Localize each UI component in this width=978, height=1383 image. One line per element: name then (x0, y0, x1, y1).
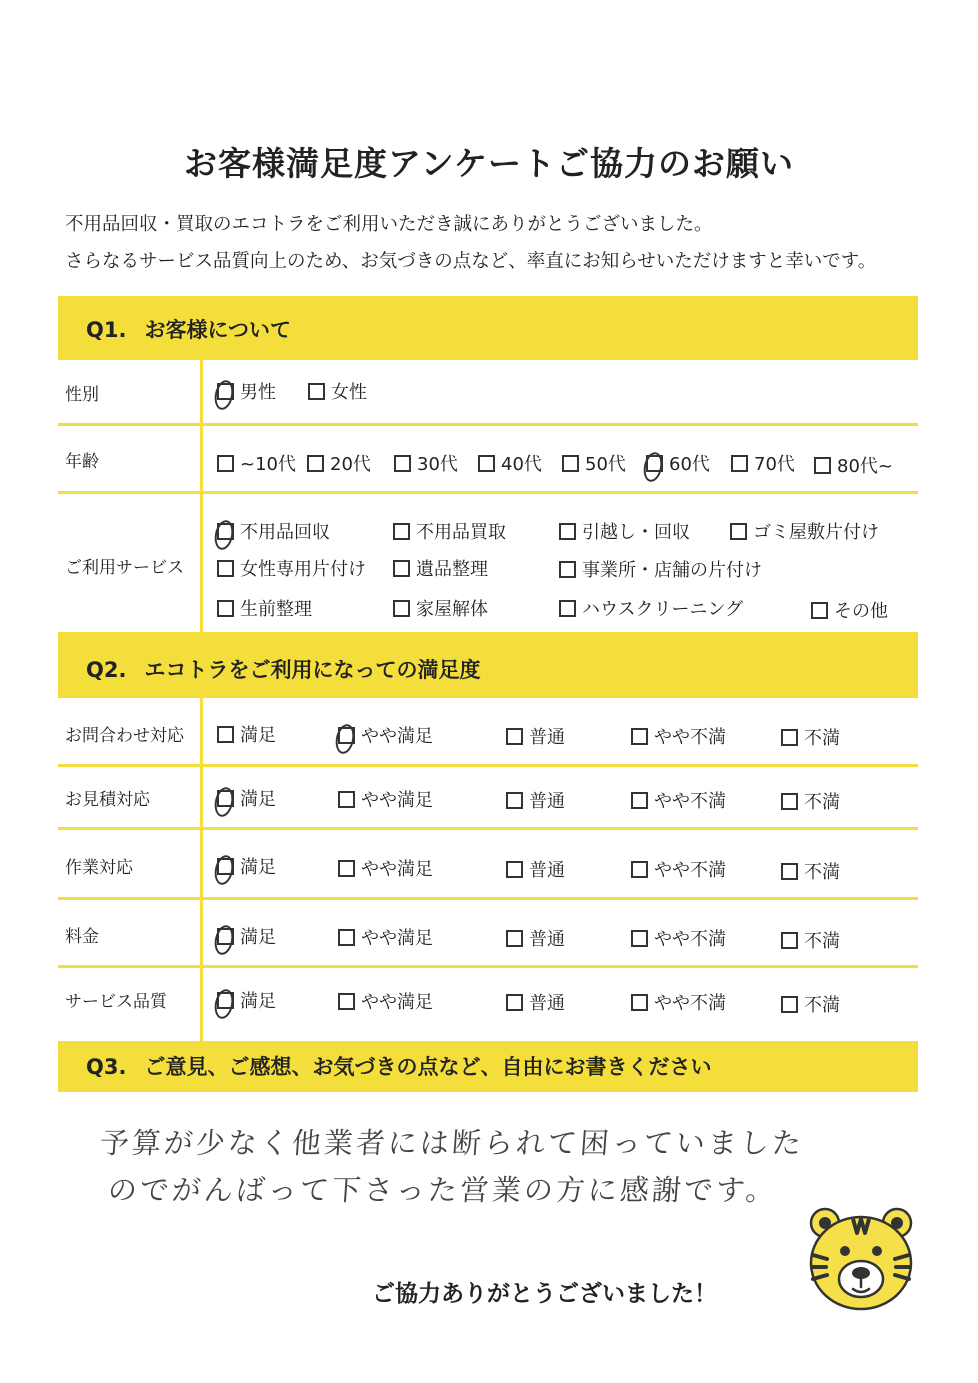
service-option[interactable]: 遺品整理 (393, 555, 488, 581)
checkbox-icon[interactable] (781, 996, 798, 1013)
checkbox-icon[interactable] (338, 860, 355, 877)
checkbox-icon[interactable] (217, 455, 234, 472)
service-option[interactable]: ゴミ屋敷片付け (730, 518, 879, 544)
q2-title: エコトラをご利用になっての満足度 (144, 658, 481, 682)
rating-option[interactable]: 普通 (506, 989, 565, 1015)
age-label: 年齢 (65, 452, 99, 472)
age-option[interactable]: 40代 (478, 450, 542, 476)
rating-option[interactable]: やや満足 (338, 924, 433, 950)
rating-label-price: 料金 (65, 927, 99, 947)
age-option-checked[interactable]: 60代 (646, 450, 710, 476)
checkbox-icon[interactable] (217, 600, 234, 617)
checkbox-icon[interactable] (811, 602, 828, 619)
rating-option[interactable]: やや不満 (631, 989, 726, 1015)
service-option[interactable]: 生前整理 (217, 595, 312, 621)
age-option[interactable]: 30代 (394, 450, 458, 476)
checkbox-icon[interactable] (217, 560, 234, 577)
comment-line-1[interactable]: 予算が少なく他業者には断られて困っていました (98, 1126, 806, 1160)
checkbox-icon[interactable] (338, 727, 355, 744)
service-option[interactable]: 事業所・店舗の片付け (559, 556, 762, 582)
age-option[interactable]: 80代~ (814, 452, 893, 478)
checkbox-icon[interactable] (217, 928, 234, 945)
age-option[interactable]: 70代 (731, 450, 795, 476)
checkbox-icon[interactable] (307, 455, 324, 472)
checkbox-icon[interactable] (506, 728, 523, 745)
rating-option[interactable]: 満足 (217, 721, 276, 747)
thanks-message: ご協力ありがとうございました！ (372, 1281, 717, 1307)
checkbox-icon[interactable] (631, 792, 648, 809)
checkbox-icon[interactable] (338, 791, 355, 808)
survey-title: お客様満足度アンケートご協力のお願い (183, 144, 795, 183)
rating-option[interactable]: 普通 (506, 925, 565, 951)
checkbox-icon[interactable] (506, 792, 523, 809)
checkbox-icon[interactable] (562, 455, 579, 472)
q1-header (58, 296, 918, 360)
service-option[interactable]: 不用品買取 (393, 518, 506, 544)
checkbox-icon[interactable] (631, 930, 648, 947)
gender-option-male[interactable]: 男性 (217, 378, 276, 404)
intro-line-2: さらなるサービス品質向上のため、お気づきの点など、率直にお知らせいただけますと幸いです。 (65, 251, 877, 272)
rating-label-work: 作業対応 (65, 858, 133, 878)
rating-option[interactable]: 普通 (506, 723, 565, 749)
checkbox-icon[interactable] (781, 932, 798, 949)
service-option[interactable]: ハウスクリーニング (559, 595, 743, 621)
checkbox-icon[interactable] (559, 600, 576, 617)
rating-option[interactable]: 不満 (781, 927, 840, 953)
checkbox-icon[interactable] (506, 994, 523, 1011)
rating-option[interactable]: やや満足 (338, 786, 433, 812)
rating-option[interactable]: 不満 (781, 724, 840, 750)
q2-header (58, 632, 918, 698)
checkbox-icon[interactable] (394, 455, 411, 472)
checkbox-icon[interactable] (217, 858, 234, 875)
q3-title: ご意見、ご感想、お気づきの点など、自由にお書きください (144, 1055, 712, 1079)
rating-option[interactable]: やや不満 (631, 925, 726, 951)
rating-option[interactable]: 普通 (506, 856, 565, 882)
rating-option[interactable]: やや満足 (338, 855, 433, 881)
checkbox-icon[interactable] (393, 600, 410, 617)
rating-option[interactable]: やや不満 (631, 723, 726, 749)
checkbox-icon[interactable] (506, 861, 523, 878)
age-option[interactable]: 20代 (307, 450, 371, 476)
rating-option[interactable]: 不満 (781, 858, 840, 884)
rating-option[interactable]: 不満 (781, 991, 840, 1017)
rating-option-checked[interactable]: 満足 (217, 987, 276, 1013)
q3-number: Q3. (86, 1055, 127, 1079)
rating-option[interactable]: 普通 (506, 787, 565, 813)
tiger-mascot-icon (805, 1203, 917, 1315)
checkbox-icon[interactable] (338, 929, 355, 946)
checkbox-icon[interactable] (217, 790, 234, 807)
rating-label-estimate: お見積対応 (65, 790, 150, 810)
rating-label-quality: サービス品質 (65, 992, 167, 1012)
q1-number: Q1. (86, 318, 127, 342)
service-label: ご利用サービス (65, 558, 184, 578)
rating-option-checked[interactable]: やや満足 (338, 722, 433, 748)
checkbox-icon[interactable] (730, 523, 747, 540)
rating-option[interactable]: やや満足 (338, 988, 433, 1014)
rating-option[interactable]: やや不満 (631, 787, 726, 813)
rating-option-checked[interactable]: 満足 (217, 923, 276, 949)
checkbox-icon[interactable] (217, 992, 234, 1009)
checkbox-icon[interactable] (393, 523, 410, 540)
service-option-checked[interactable]: 不用品回収 (217, 518, 330, 544)
checkbox-icon[interactable] (646, 455, 663, 472)
checkbox-icon[interactable] (781, 729, 798, 746)
comment-line-2[interactable]: のでがんばって下さった営業の方に感謝です。 (106, 1173, 779, 1207)
rating-option-checked[interactable]: 満足 (217, 785, 276, 811)
rating-label-inquiry: お問合わせ対応 (65, 726, 184, 746)
checkbox-icon[interactable] (814, 457, 831, 474)
checkbox-icon[interactable] (478, 455, 495, 472)
checkbox-icon[interactable] (559, 561, 576, 578)
q3-header (58, 1041, 918, 1092)
age-option[interactable]: 50代 (562, 450, 626, 476)
age-option[interactable]: ~10代 (217, 450, 296, 476)
checkbox-icon[interactable] (217, 523, 234, 540)
rating-option[interactable]: 不満 (781, 788, 840, 814)
checkbox-icon[interactable] (308, 383, 325, 400)
service-option[interactable]: その他 (811, 597, 888, 623)
intro-line-1: 不用品回収・買取のエコトラをご利用いただき誠にありがとうございました。 (65, 214, 713, 235)
checkbox-icon[interactable] (559, 523, 576, 540)
q2-number: Q2. (86, 658, 127, 682)
checkbox-icon[interactable] (731, 455, 748, 472)
checkbox-icon[interactable] (631, 994, 648, 1011)
service-option[interactable]: 家屋解体 (393, 595, 488, 621)
q1-title: お客様について (144, 318, 292, 342)
checkbox-icon[interactable] (631, 728, 648, 745)
checkbox-icon[interactable] (338, 993, 355, 1010)
checkbox-icon[interactable] (506, 930, 523, 947)
checkbox-icon[interactable] (781, 863, 798, 880)
rating-option-checked[interactable]: 満足 (217, 853, 276, 879)
rating-option[interactable]: やや不満 (631, 856, 726, 882)
checkbox-icon[interactable] (393, 560, 410, 577)
gender-option-female[interactable]: 女性 (308, 378, 367, 404)
checkbox-icon[interactable] (781, 793, 798, 810)
gender-label: 性別 (65, 385, 99, 405)
checkbox-icon[interactable] (631, 861, 648, 878)
checkbox-icon[interactable] (217, 383, 234, 400)
service-option[interactable]: 女性専用片付け (217, 555, 366, 581)
checkbox-icon[interactable] (217, 726, 234, 743)
service-option[interactable]: 引越し・回収 (559, 518, 690, 544)
